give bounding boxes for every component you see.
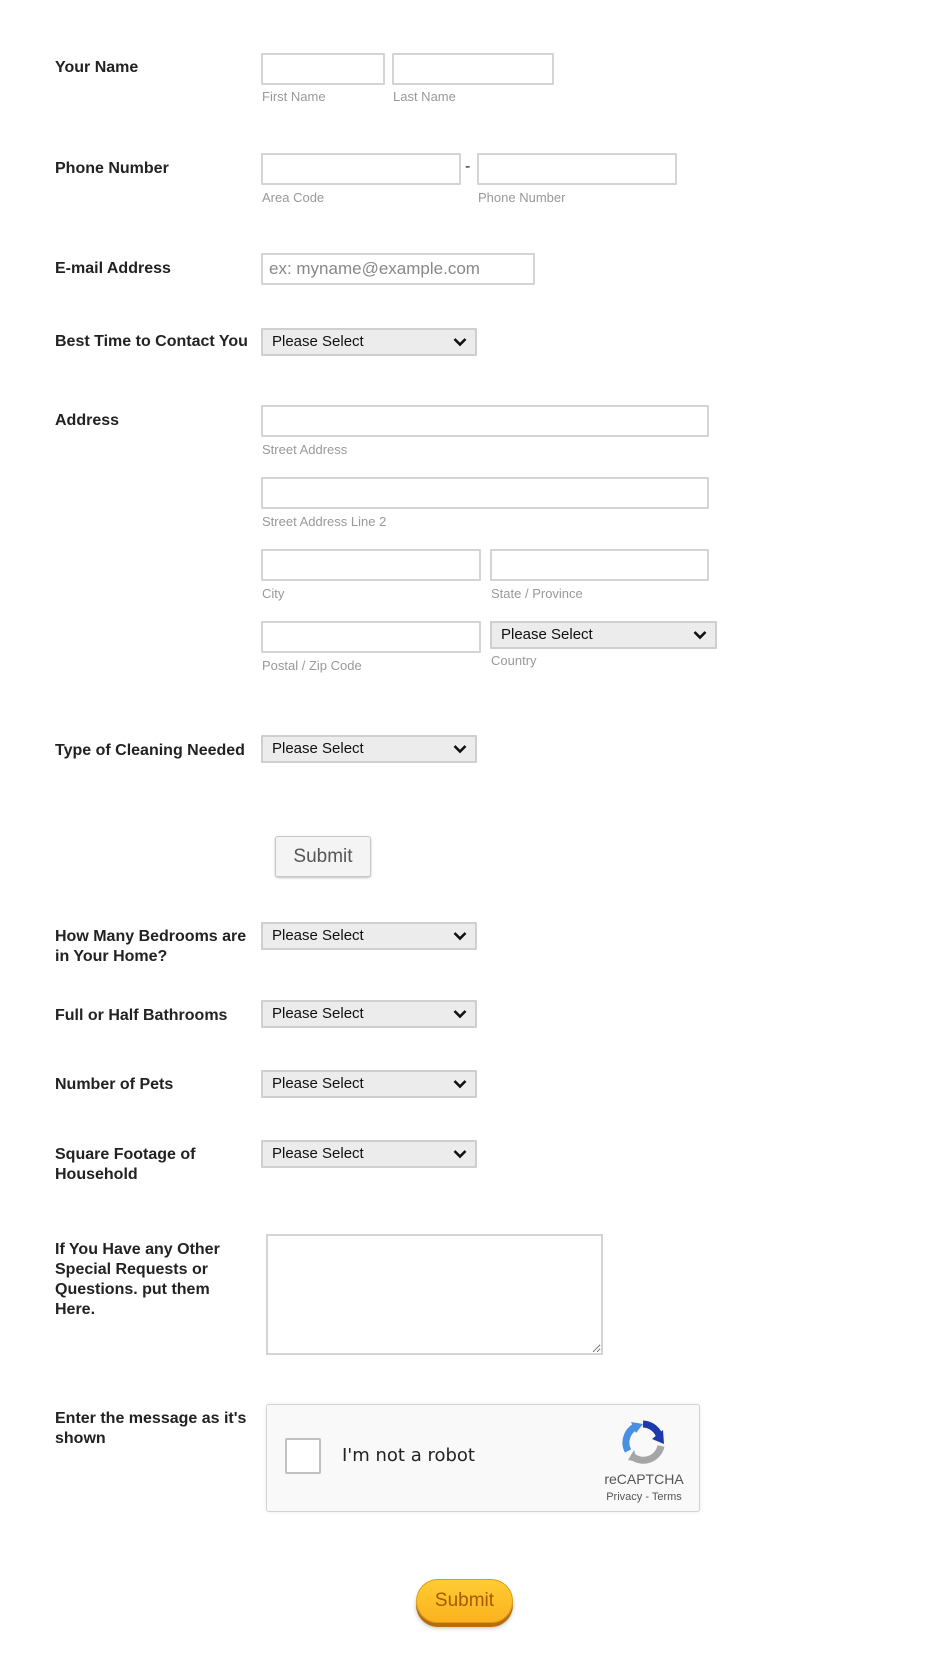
postal-code-sublabel: Postal / Zip Code [262, 658, 362, 673]
recaptcha-links-separator: - [645, 1491, 649, 1503]
best-time-label: Best Time to Contact You [55, 333, 248, 350]
recaptcha-terms-link[interactable]: Terms [651, 1491, 682, 1503]
best-time-select-value: Please Select [272, 333, 364, 350]
recaptcha-privacy-link[interactable]: Privacy [606, 1491, 643, 1503]
country-sublabel: Country [491, 653, 537, 668]
phone-separator: - [465, 158, 471, 175]
cleaning-type-select[interactable] [261, 735, 477, 763]
chevron-down-icon [453, 1009, 467, 1019]
street-address-input[interactable] [261, 405, 709, 437]
phone-number-input[interactable] [477, 153, 677, 185]
first-name-input[interactable] [261, 53, 385, 85]
last-name-input[interactable] [392, 53, 554, 85]
city-sublabel: City [262, 586, 285, 601]
special-requests-label: If You Have any Other Special Requests or Questions. put them Here. [55, 1241, 220, 1318]
square-footage-select[interactable] [261, 1140, 477, 1168]
pets-select-value: Please Select [272, 1075, 364, 1092]
chevron-down-icon [453, 1079, 467, 1089]
chevron-down-icon [453, 337, 467, 347]
bathrooms-select-value: Please Select [272, 1005, 364, 1022]
phone-number-sublabel: Phone Number [478, 190, 566, 205]
street-address-sublabel: Street Address [262, 442, 348, 457]
recaptcha-checkbox[interactable] [285, 1438, 321, 1474]
area-code-input[interactable] [261, 153, 461, 185]
state-sublabel: State / Province [491, 586, 583, 601]
cleaning-type-label: Type of Cleaning Needed [55, 742, 245, 759]
square-footage-label: Square Footage of Household [55, 1146, 196, 1183]
street-address-line2-sublabel: Street Address Line 2 [262, 514, 387, 529]
city-input[interactable] [261, 549, 481, 581]
recaptcha-brand: reCAPTCHA [604, 1471, 684, 1487]
recaptcha-widget [266, 1404, 700, 1512]
email-input[interactable] [261, 253, 535, 285]
bedrooms-select[interactable] [261, 922, 477, 950]
bedrooms-select-value: Please Select [272, 927, 364, 944]
special-requests-textarea[interactable] [266, 1234, 603, 1355]
submit-button[interactable]: Submit [275, 836, 371, 877]
chevron-down-icon [453, 1149, 467, 1159]
email-label: E-mail Address [55, 260, 171, 277]
recaptcha-logo-icon [619, 1418, 667, 1466]
first-name-sublabel: First Name [262, 89, 326, 104]
pets-label: Number of Pets [55, 1076, 174, 1093]
bathrooms-select[interactable] [261, 1000, 477, 1028]
chevron-down-icon [693, 630, 707, 640]
country-select[interactable] [490, 621, 717, 649]
bathrooms-label: Full or Half Bathrooms [55, 1007, 228, 1024]
square-footage-select-value: Please Select [272, 1145, 364, 1162]
chevron-down-icon [453, 931, 467, 941]
recaptcha-checkbox-label: I'm not a robot [342, 1445, 475, 1466]
last-name-sublabel: Last Name [393, 89, 456, 104]
country-select-value: Please Select [501, 626, 593, 643]
postal-code-input[interactable] [261, 621, 481, 653]
name-label: Your Name [55, 59, 139, 76]
captcha-label: Enter the message as it's shown [55, 1410, 247, 1447]
bedrooms-label: How Many Bedrooms are in Your Home? [55, 928, 247, 965]
street-address-line2-input[interactable] [261, 477, 709, 509]
final-submit-button[interactable]: Submit [416, 1579, 513, 1623]
area-code-sublabel: Area Code [262, 190, 325, 205]
pets-select[interactable] [261, 1070, 477, 1098]
phone-label: Phone Number [55, 160, 169, 177]
recaptcha-links [597, 1491, 691, 1503]
state-input[interactable] [490, 549, 709, 581]
address-label: Address [55, 412, 120, 429]
cleaning-type-select-value: Please Select [272, 740, 364, 757]
best-time-select[interactable] [261, 328, 477, 356]
chevron-down-icon [453, 744, 467, 754]
